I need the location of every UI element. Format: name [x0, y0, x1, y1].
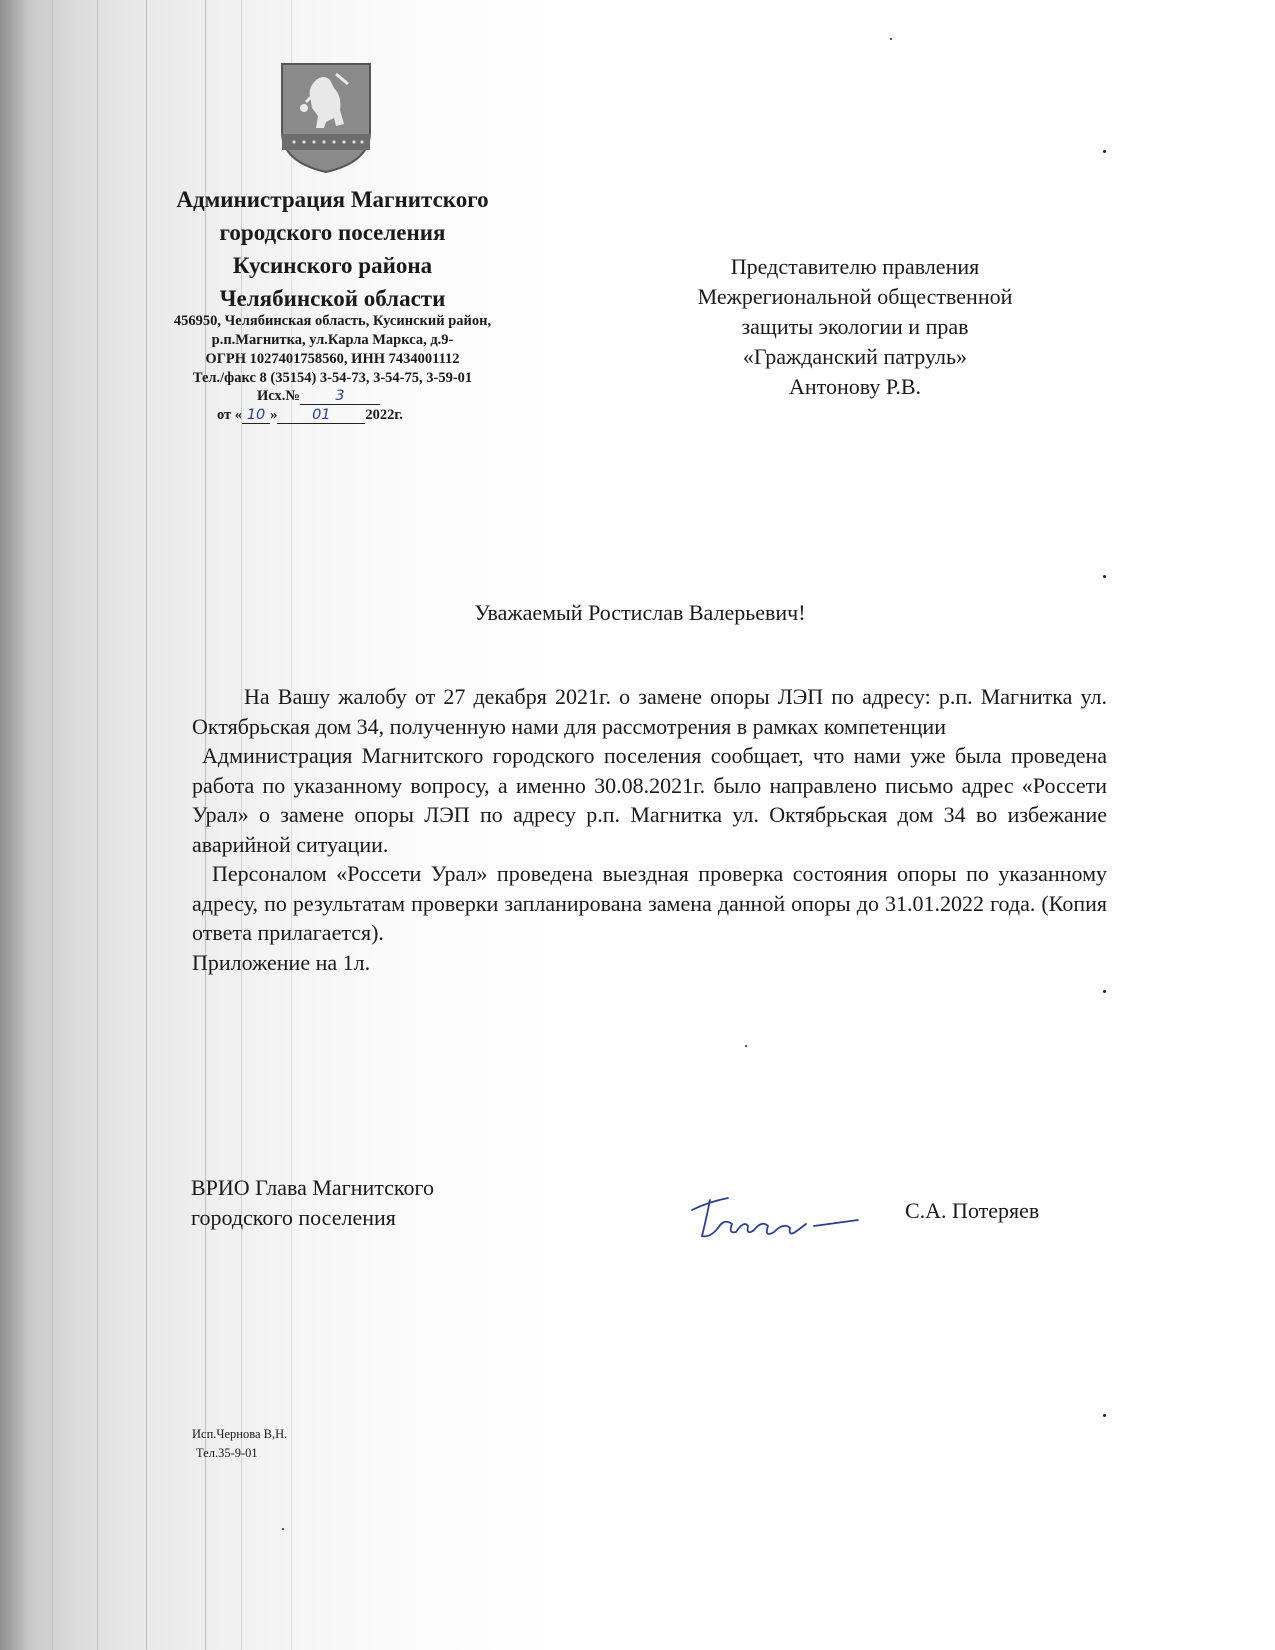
recipient-line: «Гражданский патруль» — [742, 344, 968, 369]
phone-line: Тел./факс 8 (35154) 3-54-73, 3-54-75, 3-59-01 — [192, 370, 473, 386]
org-line: Челябинской области — [219, 286, 446, 311]
address-line: р.п.Магнитка, ул.Карла Маркса, д.9- — [211, 332, 454, 348]
org-line: Администрация Магнитского — [176, 187, 489, 212]
recipient-line: защиты экологии и прав — [741, 314, 969, 339]
position-line: городского поселения — [191, 1205, 396, 1230]
organization-details — [130, 312, 535, 388]
outgoing-date — [217, 407, 403, 424]
date-month: 01 — [277, 407, 365, 424]
body-paragraph: Персоналом «Россети Урал» проведена выездная проверка состояния опоры по указанному адресу, по результатам проверки запланирована замена данной опоры до 31.01.2022 года. (Копия ответа прилагается). — [192, 861, 1107, 945]
executor-name: Исп.Чернова В,Н. — [192, 1427, 288, 1441]
body-paragraph: На Вашу жалобу от 27 декабря 2021г. о замене опоры ЛЭП по адресу: р.п. Магнитка ул. Октябрьская дом 34, полученную нами для рассмотрения в рамках компетенции — [192, 684, 1107, 739]
outgoing-number-label: Исх.№ — [257, 388, 300, 404]
recipient-name: Антонову Р.В. — [788, 374, 922, 399]
registration-line: ОГРН 1027401758560, ИНН 7434001112 — [205, 351, 460, 367]
org-line: городского поселения — [219, 220, 446, 245]
body-paragraph: Администрация Магнитского городского поселения сообщает, что нами уже была проведена работа по указанному вопросу, а именно 30.08.2021г. было направлено письмо адрес «Россети Урал» о замене опоры ЛЭП по адресу р.п. Магнитка ул. Октябрьская дом 34 во избежание аварийной ситуации. — [192, 743, 1107, 857]
organization-name — [135, 183, 530, 315]
org-line: Кусинского района — [232, 253, 433, 278]
date-prefix: от « — [217, 407, 243, 423]
handwritten-signature — [688, 1180, 868, 1250]
recipient-line: Межрегиональной общественной — [697, 284, 1013, 309]
date-separator: » — [270, 407, 278, 423]
outgoing-number — [257, 388, 380, 405]
salutation: Уважаемый Ростислав Валерьевич! — [474, 600, 806, 625]
coat-of-arms-emblem — [278, 62, 374, 174]
signatory-name: С.А. Потеряев — [905, 1198, 1040, 1223]
position-line: ВРИО Глава Магнитского — [191, 1175, 434, 1200]
attachment-note: Приложение на 1л. — [192, 949, 371, 975]
executor-info — [192, 1425, 287, 1463]
recipient-line: Представителю правления — [730, 254, 980, 279]
date-suffix: 2022г. — [365, 407, 403, 423]
outgoing-number-value: 3 — [300, 388, 380, 405]
address-line: 456950, Челябинская область, Кусинский район, — [173, 313, 492, 329]
letter-body — [192, 682, 1107, 977]
recipient-block — [640, 252, 1070, 402]
executor-phone: Тел.35-9-01 — [196, 1446, 258, 1460]
date-day: 10 — [242, 407, 270, 424]
signatory-position — [191, 1173, 551, 1233]
